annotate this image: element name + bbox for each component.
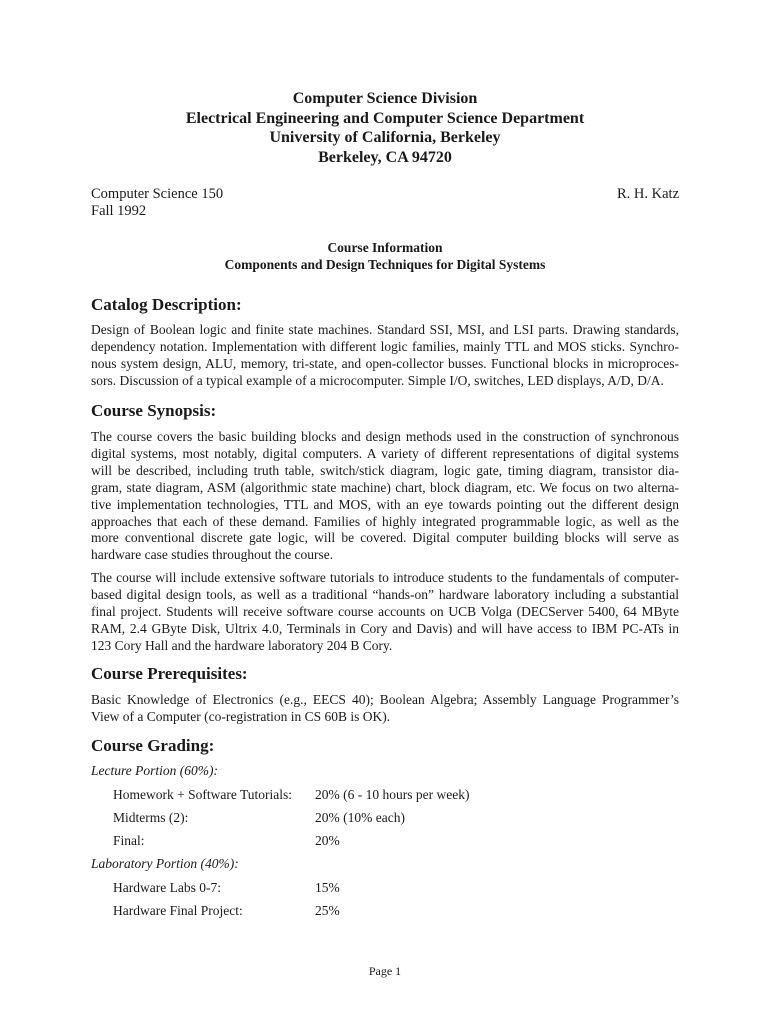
synopsis-line: based digital design tools, as well as a traditional “hands-on” hardware laboratory including a substantial xyxy=(91,586,679,602)
synopsis-line: more conventional discrete gate logic, will be covered. Digital computer building blocks will serve as xyxy=(91,530,679,546)
prereq-line: Basic Knowledge of Electronics (e.g., EECS 40); Boolean Algebra; Assembly Language Programmer’s xyxy=(91,692,679,707)
synopsis-heading: Course Synopsis: xyxy=(91,401,217,420)
synopsis-paragraph-1 xyxy=(91,429,679,564)
synopsis-line: digital systems, most notably, digital computers. A variety of different representations of digital systems xyxy=(91,445,679,461)
catalog-line: sors. Discussion of a typical example of a microcomputer. Simple I/O, switches, LED displays, A/D, D/A. xyxy=(91,372,664,388)
header-university: University of California, Berkeley xyxy=(269,129,501,146)
synopsis-line: The course covers the basic building blocks and design methods used in the construction of synchronous xyxy=(91,429,679,444)
grade-item-label: Homework + Software Tutorials: xyxy=(113,787,292,802)
document-page xyxy=(91,0,679,1024)
grade-item-value: 15% xyxy=(315,880,340,895)
course-number: Computer Science 150 xyxy=(91,186,224,202)
page-number: Page 1 xyxy=(368,964,402,978)
synopsis-line: final project. Students will receive software course accounts on UCB Volga (DECServer 5400, 64 MByte xyxy=(91,603,679,619)
synopsis-line: RAM, 2.4 GByte Disk, Ultrix 4.0, Terminals in Cory and Davis) and will have access to IBM PC-ATs in xyxy=(91,620,679,636)
prereq-line: View of a Computer (co-registration in CS 60B is OK). xyxy=(91,708,391,724)
course-info-block xyxy=(91,240,679,273)
synopsis-line: The course will include extensive software tutorials to introduce students to the fundamentals of computer- xyxy=(91,570,679,585)
grade-item-value: 25% xyxy=(315,903,340,918)
synopsis-line: will be described, including truth table, switch/stick diagram, logic gate, timing diagram, transistor dia- xyxy=(91,462,679,478)
term: Fall 1992 xyxy=(91,203,147,219)
catalog-line: Design of Boolean logic and finite state machines. Standard SSI, MSI, and LSI parts. Drawing standards, xyxy=(91,322,679,337)
prereq-heading: Course Prerequisites: xyxy=(91,664,248,683)
header-department: Electrical Engineering and Computer Science Department xyxy=(185,109,585,127)
grading-heading: Course Grading: xyxy=(91,736,215,755)
catalog-line: nous system design, ALU, memory, tri-state, and open-collector busses. Functional blocks in microproces- xyxy=(91,355,679,371)
grade-item-label: Hardware Final Project: xyxy=(113,903,243,918)
synopsis-line: approaches that each of these demand. Families of highly integrated programmable logic, as well as the xyxy=(91,513,679,529)
synopsis-line: tive implementation technologies, TTL and MOS, with an eye towards pointing out the different design xyxy=(91,496,679,512)
lecture-portion-label: Lecture Portion (60%): xyxy=(91,763,218,778)
catalog-paragraph xyxy=(91,322,679,390)
synopsis-paragraph-2 xyxy=(91,570,679,655)
grade-item-label: Hardware Labs 0-7: xyxy=(113,880,221,895)
prereq-paragraph xyxy=(91,692,679,726)
grade-item-value: 20% (10% each) xyxy=(315,810,405,825)
lab-portion-label: Laboratory Portion (40%): xyxy=(91,856,239,871)
grade-item-value: 20% (6 - 10 hours per week) xyxy=(315,787,470,802)
grade-item-value: 20% xyxy=(315,833,340,848)
catalog-line: dependency notation. Implementation with different logic families, mainly TTL and MOS sticks. Synchro- xyxy=(91,338,679,354)
header-address: Berkeley, CA 94720 xyxy=(318,148,452,166)
course-info-title: Course Information xyxy=(327,240,443,255)
course-info-subtitle: Components and Design Techniques for Digital Systems xyxy=(224,256,546,272)
instructor-name: R. H. Katz xyxy=(616,186,679,202)
course-meta-row xyxy=(91,185,679,203)
synopsis-line: gram, state diagram, ASM (algorithmic state machine) chart, block diagram, etc. We focus on two alterna- xyxy=(91,479,679,495)
synopsis-line: hardware case studies throughout the course. xyxy=(91,547,334,563)
grade-item-label: Final: xyxy=(113,833,145,848)
header-division: Computer Science Division xyxy=(292,90,478,107)
synopsis-line: 123 Cory Hall and the hardware laboratory 204 B Cory. xyxy=(91,637,393,653)
institution-header xyxy=(91,89,679,167)
grade-item-label: Midterms (2): xyxy=(113,810,189,825)
term-row xyxy=(91,202,679,220)
catalog-heading: Catalog Description: xyxy=(91,295,242,314)
